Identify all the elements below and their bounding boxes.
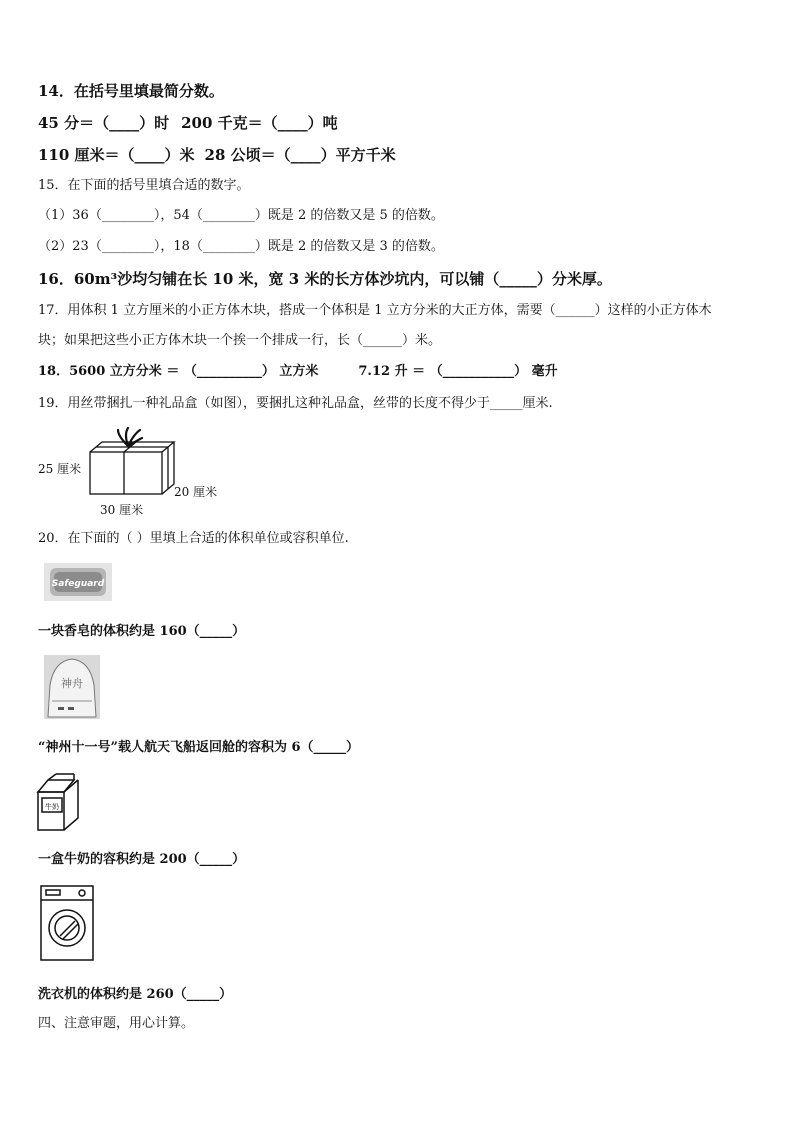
q15-line1: （1）36（________），54（________）既是 2 的倍数又是 5 的倍数。 <box>38 208 444 223</box>
capsule-text: 神舟 <box>61 677 83 690</box>
q17-line2: 块；如果把这些小正方体木块一个挨一个排成一行，长（______）米。 <box>38 333 442 348</box>
q14-blank-hours: 45 分＝（____）时 <box>38 114 170 132</box>
q20-item2: “神州十一号”载人航天飞船返回舱的容积为 6（_____） <box>38 740 360 755</box>
q15-title: 15．在下面的括号里填合适的数字。 <box>38 178 250 193</box>
section4-title: 四、注意审题，用心计算。 <box>38 1016 195 1031</box>
soap-image <box>44 563 112 601</box>
gift-box-figure <box>88 426 188 504</box>
q14-blank-km2: 28 公顷＝（____）平方千米 <box>204 146 396 164</box>
capsule-image <box>44 655 100 719</box>
q18-part1: 18．5600 立方分米 ＝ （__________） 立方米 <box>38 364 319 379</box>
q14-row1 <box>38 114 338 132</box>
q15-line2: （2）23（________），18（________）既是 2 的倍数又是 3 的倍数。 <box>38 239 444 254</box>
q20-item1: 一块香皂的体积约是 160（_____） <box>38 624 246 639</box>
q14-row2 <box>38 146 396 164</box>
q14-title: 14．在括号里填最简分数。 <box>38 82 224 100</box>
q20-item4: 洗衣机的体积约是 260（_____） <box>38 987 233 1002</box>
washing-machine-image <box>38 884 98 964</box>
milk-carton-image <box>34 772 84 834</box>
q19-text: 19．用丝带捆扎一种礼品盒（如图），要捆扎这种礼品盒，丝带的长度不得少于_____厘米. <box>38 396 553 411</box>
q20-item3: 一盒牛奶的容积约是 200（_____） <box>38 852 246 867</box>
milk-label-text: 牛奶 <box>45 803 59 811</box>
q16-text: 16．60m³沙均匀铺在长 10 米，宽 3 米的长方体沙坑内，可以铺（_____）分米厚。 <box>38 270 612 288</box>
q19-length-label: 30 厘米 <box>100 503 144 517</box>
q18-row <box>38 364 558 380</box>
q19-height-label: 25 厘米 <box>38 462 82 476</box>
q17-line1: 17．用体积 1 立方厘米的小正方体木块，搭成一个体积是 1 立方分米的大正方体，需要（______）这样的小正方体木 <box>38 303 712 318</box>
q18-part2: 7.12 升 ＝ （___________） 毫升 <box>358 364 558 379</box>
soap-brand-text: Safeguard <box>51 579 105 589</box>
q14-blank-tons: 200 千克＝（____）吨 <box>181 114 338 132</box>
q20-title: 20．在下面的（ ）里填上合适的体积单位或容积单位. <box>38 531 349 546</box>
q19-depth-label: 20 厘米 <box>174 485 218 499</box>
q14-blank-meters: 110 厘米＝（____）米 <box>38 146 195 164</box>
